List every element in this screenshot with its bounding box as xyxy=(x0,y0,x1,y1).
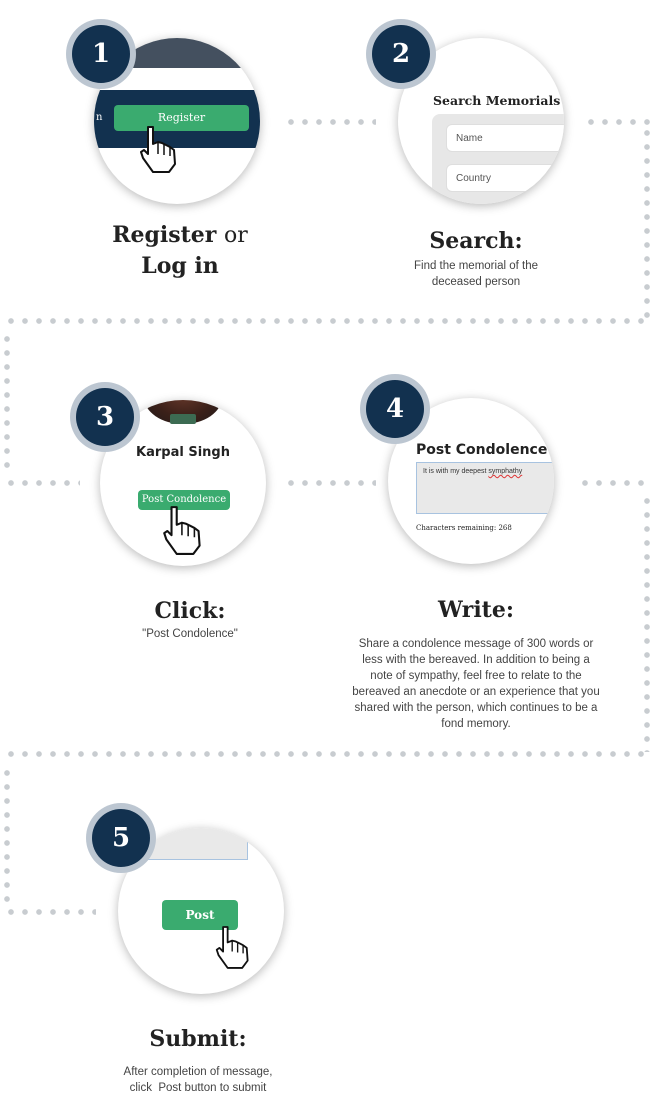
step-2-description xyxy=(376,258,576,290)
connector-left-5 xyxy=(4,909,96,915)
step-4-characters-remaining: Characters remaining: 268 xyxy=(416,524,512,532)
connector-3-4 xyxy=(284,480,376,486)
step-1-nav-text: n xyxy=(96,112,103,123)
step-3-title: Click: xyxy=(154,598,226,624)
step-1-title-register: Register xyxy=(112,222,217,248)
step-5-post-label: Post xyxy=(185,908,215,922)
step-2-country-placeholder: Country xyxy=(456,172,492,184)
step-5-badge xyxy=(86,803,156,873)
step-5-number: 5 xyxy=(92,809,150,867)
step-3-badge xyxy=(70,382,140,452)
step-3-person-name: Karpal Singh xyxy=(136,445,230,460)
step-2-country-field[interactable] xyxy=(446,164,564,192)
step-2-name-placeholder: Name xyxy=(456,132,483,144)
step-3-photo-shirt xyxy=(170,414,196,424)
step-5-desc-line-1: After completion of message, xyxy=(123,1066,273,1078)
step-5-title: Submit: xyxy=(149,1026,247,1052)
step-4-number: 4 xyxy=(366,380,424,438)
step-1-title xyxy=(80,220,280,281)
connector-row-2 xyxy=(4,751,650,757)
step-3-post-condolence-label: Post Condolence xyxy=(141,494,227,505)
step-4-message-text: It is with my deepest xyxy=(423,468,489,475)
step-4-desc-line-4: bereaved an anecdote or an experience that you xyxy=(352,686,600,698)
step-4-badge xyxy=(360,374,430,444)
connector-row-1 xyxy=(4,318,650,324)
step-4-description xyxy=(336,636,616,732)
connector-right-down-1 xyxy=(644,126,650,322)
step-5-desc-line-2: click Post button to submit xyxy=(129,1082,267,1094)
connector-left-3 xyxy=(4,480,80,486)
step-2-number: 2 xyxy=(372,25,430,83)
step-4-message-misspelled: symphathy xyxy=(488,468,523,475)
step-2-form-title: Search Memorials xyxy=(433,93,561,108)
step-4-title: Write: xyxy=(438,597,514,623)
step-4-form-title: Post Condolence xyxy=(416,442,548,458)
connector-right-down-2 xyxy=(644,494,650,752)
step-1-badge xyxy=(66,19,136,89)
step-2-desc-line-2: deceased person xyxy=(431,276,521,288)
pointer-hand-icon xyxy=(160,504,208,556)
step-1-register-label: Register xyxy=(157,111,206,124)
step-2-desc-line-1: Find the memorial of the xyxy=(413,260,538,272)
step-4-desc-line-6: fond memory. xyxy=(441,718,511,730)
step-4-desc-line-3: note of sympathy, feel free to relate to the xyxy=(370,670,582,682)
step-4-desc-line-2: less with the bereaved. In addition to being a xyxy=(362,654,590,666)
connector-left-down-2 xyxy=(4,766,10,906)
step-2-title: Search: xyxy=(429,228,523,254)
step-3-description: "Post Condolence" xyxy=(142,628,238,640)
connector-left-down-1 xyxy=(4,332,10,472)
pointer-hand-icon xyxy=(138,124,182,174)
step-3-number: 3 xyxy=(76,388,134,446)
step-1-title-or: or xyxy=(224,223,248,248)
connector-4-right xyxy=(578,480,650,486)
connector-1-2 xyxy=(284,119,376,125)
step-2-badge xyxy=(366,19,436,89)
step-2-name-field[interactable] xyxy=(446,124,564,152)
step-5-description xyxy=(98,1064,298,1096)
step-4-desc-line-5: shared with the person, which continues to be a xyxy=(354,702,598,714)
step-4-message-textarea[interactable] xyxy=(416,462,554,514)
step-1-number: 1 xyxy=(72,25,130,83)
connector-2-right xyxy=(584,119,650,125)
step-4-desc-line-1: Share a condolence message of 300 words or xyxy=(358,638,594,650)
pointer-hand-icon xyxy=(214,924,254,970)
step-1-title-login: Log in xyxy=(141,253,219,279)
